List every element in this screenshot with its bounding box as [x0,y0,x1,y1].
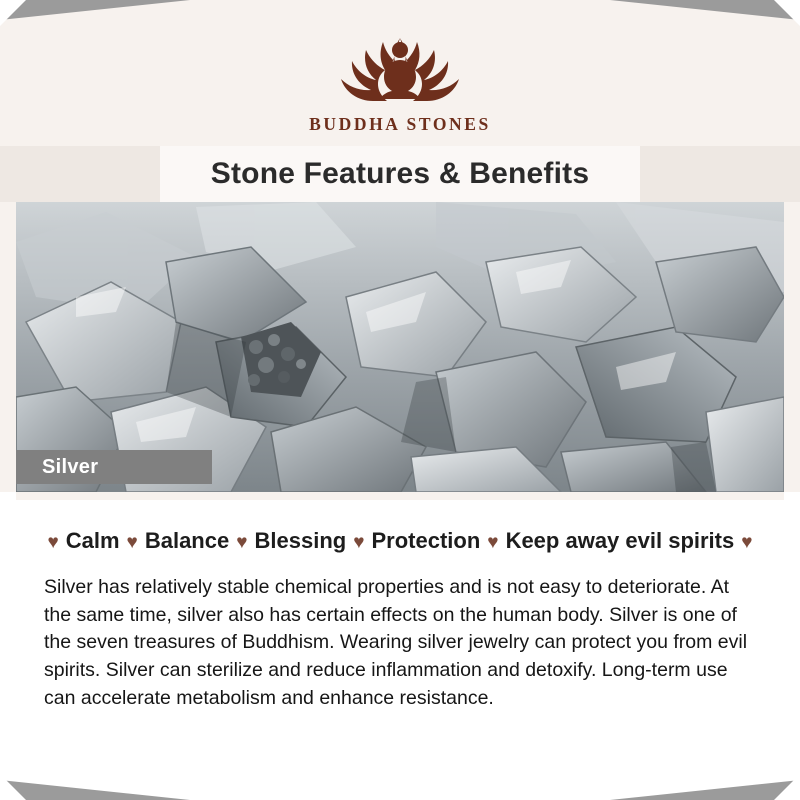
benefits-list [32,528,768,554]
heart-icon: ♥ [236,532,248,553]
corner-wedge-bottom-left [0,780,190,800]
corner-notch-top-left [0,0,26,26]
hero-image [16,202,784,492]
benefit-item-blessing: Blessing [254,528,347,553]
stone-name-text: Silver [42,455,99,478]
title-banner [0,146,800,202]
description-text: Silver has relatively stable chemical properties and is not easy to deteriorate. At the same time, silver also has certain effects on the human body. Silver is one of the seven treasures of Buddhism. Wearing silver jewelry can protect you from evil spirits. Silver can sterilize and reduce inflammation and detoxify. Long-term use can accelerate metabolism and enhance resistance. [44,576,748,709]
heart-icon: ♥ [353,532,365,553]
benefit-item-keep-away-evil-spirits: Keep away evil spirits [505,528,735,553]
corner-notch-top-right [774,0,800,26]
heart-icon: ♥ [47,532,59,553]
corner-wedge-top-left [0,0,190,20]
heart-icon: ♥ [126,532,138,553]
silver-ore-illustration [16,202,784,492]
content-panel [16,500,784,740]
corner-wedge-bottom-right [610,780,800,800]
benefit-item-balance: Balance [144,528,230,553]
heart-icon: ♥ [741,532,753,553]
heart-icon: ♥ [487,532,499,553]
page-title: Stone Features & Benefits [210,157,590,190]
corner-wedge-top-right [610,0,800,20]
brand-logo [0,26,800,144]
stone-name-badge [16,450,212,484]
lotus-meditation-figure-icon [325,26,475,112]
benefit-item-calm: Calm [65,528,120,553]
corner-notch-bottom-right [774,774,800,800]
brand-name: BUDDHA STONES [309,114,491,134]
corner-notch-bottom-left [0,774,26,800]
benefit-item-protection: Protection [371,528,481,553]
